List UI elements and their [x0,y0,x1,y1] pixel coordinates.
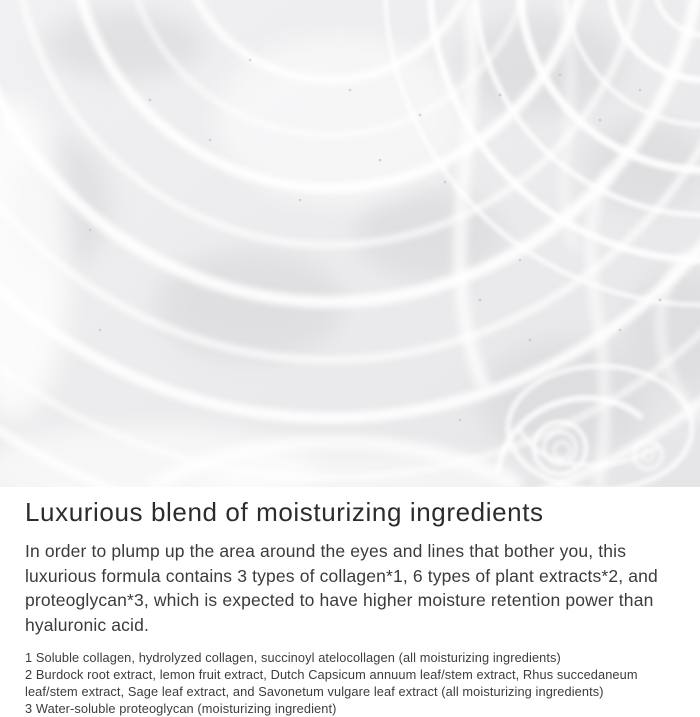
footnote-3: 3 Water-soluble proteoglycan (moisturizing ingredient) [25,701,337,717]
footnote-2: 2 Burdock root extract, lemon fruit extract, Dutch Capsicum annuum leaf/stem extract, Rhus succedaneum leaf/stem extract, Sage leaf extract, and Savonetum vulgare leaf extract (all moisturizing ingredients) [25,667,638,700]
section-body: In order to plump up the area around the eyes and lines that bother you, this luxurious formula contains 3 types of collagen*1, 6 types of plant extracts*2, and proteoglycan*3, which is expected to have higher moisture retention power than hyaluronic acid. [25,541,658,635]
section-heading: Luxurious blend of moisturizing ingredients [25,497,544,527]
footnote-1: 1 Soluble collagen, hydrolyzed collagen, succinoyl atelocollagen (all moisturizing ingredients) [25,650,561,666]
footnotes [25,649,678,717]
description-block [0,487,700,717]
